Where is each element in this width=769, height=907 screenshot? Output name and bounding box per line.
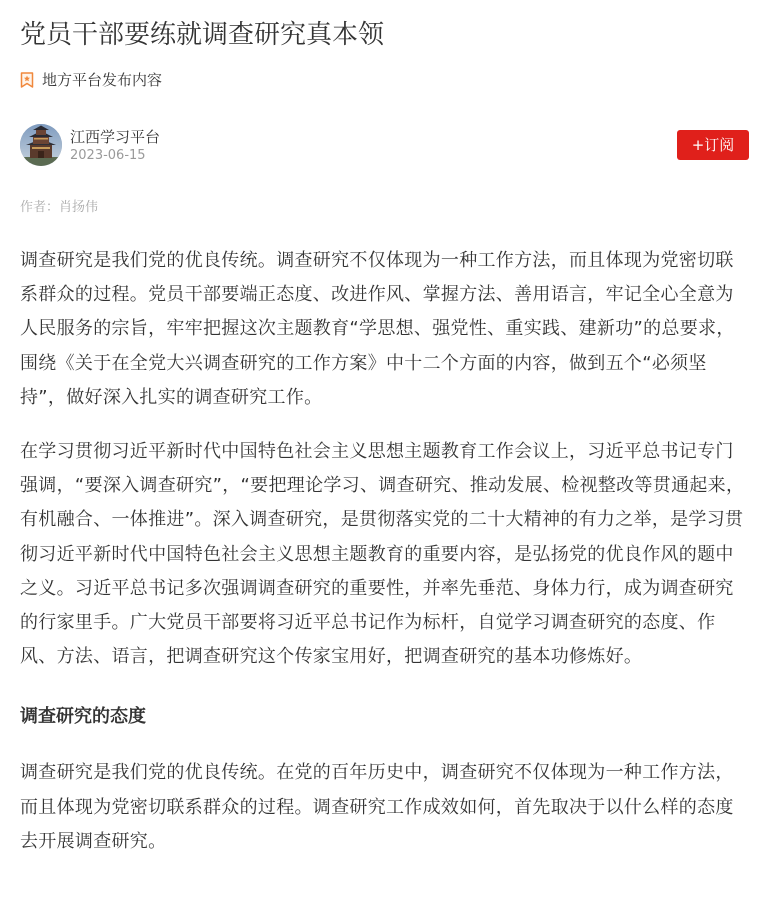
article-paragraph: 调查研究是我们党的优良传统。在党的百年历史中，调查研究不仅体现为一种工作方法，而且体现为党密切联系群众的过程。调查研究工作成效如何，首先取决于以什么样的态度去开展调查研究。 bbox=[20, 762, 734, 852]
avatar[interactable] bbox=[20, 124, 62, 166]
section-heading: 调查研究的态度 bbox=[20, 706, 146, 728]
article-body bbox=[20, 244, 749, 859]
source-label: 地方平台发布内容 bbox=[42, 71, 163, 89]
source-row bbox=[20, 68, 162, 92]
author-row bbox=[20, 122, 749, 170]
article-title: 党员干部要练就调查研究真本领 bbox=[20, 20, 385, 50]
publisher-name[interactable]: 江西学习平台 bbox=[70, 128, 161, 146]
bookmark-star-icon bbox=[20, 72, 34, 88]
article-paragraph: 调查研究是我们党的优良传统。调查研究不仅体现为一种工作方法，而且体现为党密切联系群众的过程。党员干部要端正态度、改进作风、掌握方法、善用语言，牢记全心全意为人民服务的宗旨，牢牢把握这次主题教育“学思想、强党性、重实践、建新功”的总要求，围绕《关于在全党大兴调查研究的工作方案》中十二个方面的内容，做到五个“必须坚持”，做好深入扎实的调查研究工作。 bbox=[20, 250, 735, 408]
author-byline: 作者：肖扬伟 bbox=[20, 200, 99, 215]
subscribe-button[interactable]: +订阅 bbox=[677, 130, 749, 160]
article-paragraph: 在学习贯彻习近平新时代中国特色社会主义思想主题教育工作会议上，习近平总书记专门强调，“要深入调查研究”，“要把理论学习、调查研究、推动发展、检视整改等贯通起来，有机融合、一体推进”。深入调查研究，是贯彻落实党的二十大精神的有力之举，是学习贯彻习近平新时代中国特色社会主义思想主题教育的重要内容，是弘扬党的优良作风的题中之义。习近平总书记多次强调调查研究的重要性，并率先垂范、身体力行，成为调查研究的行家里手。广大党员干部要将习近平总书记作为标杆，自觉学习调查研究的态度、作风、方法、语言，把调查研究这个传家宝用好，把调查研究的基本功修炼好。 bbox=[20, 441, 745, 668]
publish-date: 2023-06-15 bbox=[70, 148, 146, 163]
